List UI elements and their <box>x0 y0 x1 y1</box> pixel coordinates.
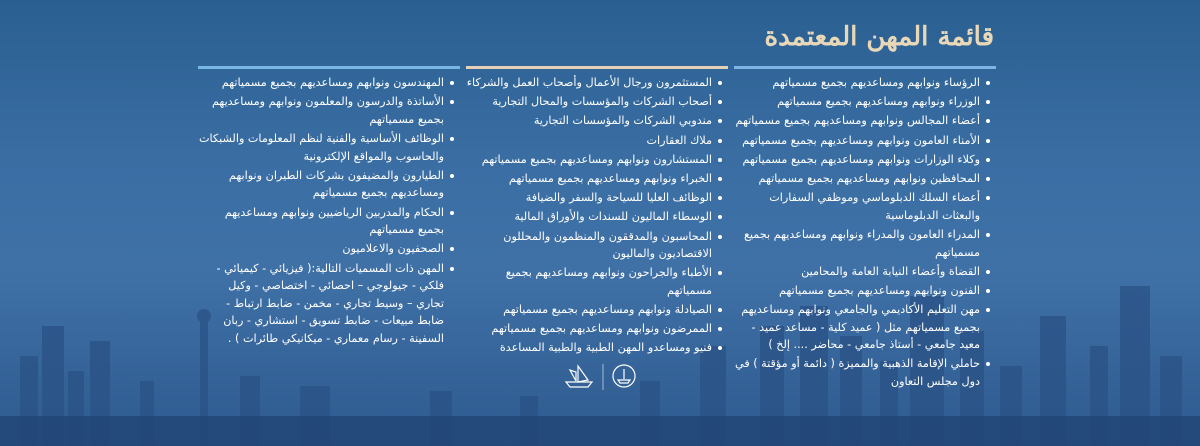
list-item: الطيارون والمضيفون بشركات الطيران ونوابهم ومساعديهم بجميع مسمياتهم <box>198 167 456 202</box>
list-item: أعضاء المجالس ونوابهم ومساعديهم بجميع مسمياتهم <box>734 112 992 130</box>
professions-column-middle <box>466 66 728 359</box>
list-item: الصحفيون والاعلاميون <box>198 240 456 258</box>
list-item: فنيو ومساعدو المهن الطبية والطبية المساعدة <box>466 339 724 357</box>
list-item: المحافظين ونوابهم ومساعديهم بجميع مسمياتهم <box>734 170 992 188</box>
list-item: أعضاء السلك الدبلوماسي وموظفي السفارات والبعثات الدبلوماسية <box>734 189 992 224</box>
list-item: الأطباء والجراحون ونوابهم ومساعديهم بجميع مسمياتهم <box>466 264 724 299</box>
professions-column-right <box>734 66 996 392</box>
list-item: المهن ذات المسميات التالية:( فيزيائي - كيميائي - فلكي - جيولوجي – احصائي - اختصاصي - وكيل تجاري – وسيط تجاري - مخمن - ضابط ارتباط - ضابط مبيعات - ضابط تسويق - استشاري - ربان السفينة - رسام معماري - ميكانيكي طائرات ) . <box>198 260 456 348</box>
list-item: مندوبي الشركات والمؤسسات التجارية <box>466 112 724 130</box>
list-item: الوسطاء الماليون للسندات والأوراق المالية <box>466 208 724 226</box>
list-item: الممرضون ونوابهم ومساعديهم بجميع مسمياتهم <box>466 320 724 338</box>
list-item: الصيادلة ونوابهم ومساعديهم بجميع مسمياتهم <box>466 301 724 319</box>
column-accent-bar <box>466 66 728 69</box>
list-item: الوظائف الأساسية والفنية لنظم المعلومات والشبكات والحاسوب والمواقع الإلكترونية <box>198 130 456 165</box>
dhow-logo-icon <box>566 366 592 387</box>
list-item: الفنون ونوابهم ومساعديهم بجميع مسمياتهم <box>734 282 992 300</box>
list-item: المهندسون ونوابهم ومساعديهم بجميع مسمياتهم <box>198 74 456 92</box>
list-item: مهن التعليم الأكاديمي والجامعي ونوابهم ومساعديهم بجميع مسمياتهم مثل ( عميد كلية - مساعد عميد - معيد جامعي - أستاذ جامعي - محاضر .... إلخ ) <box>734 301 992 354</box>
professions-list-right <box>734 74 996 391</box>
list-item: المدراء العامون والمدراء ونوابهم ومساعديهم بجميع مسمياتهم <box>734 226 992 261</box>
ministry-emblem-icon <box>613 365 635 387</box>
list-item: حاملي الإقامة الذهبية والمميزة ( دائمة أو مؤقتة ) في دول مجلس التعاون <box>734 355 992 390</box>
list-item: الوزراء ونوابهم ومساعديهم بجميع مسمياتهم <box>734 93 992 111</box>
list-item: المستشارون ونوابهم ومساعديهم بجميع مسمياتهم <box>466 151 724 169</box>
list-item: ملاك العقارات <box>466 132 724 150</box>
ministry-logos <box>562 360 644 394</box>
professions-list-middle <box>466 74 728 357</box>
list-item: القضاة وأعضاء النيابة العامة والمحامين <box>734 263 992 281</box>
list-item: الرؤساء ونوابهم ومساعديهم بجميع مسمياتهم <box>734 74 992 92</box>
list-item: الوظائف العليا للسياحة والسفر والضيافة <box>466 189 724 207</box>
column-accent-bar <box>198 66 460 69</box>
list-item: وكلاء الوزارات ونوابهم ومساعديهم بجميع مسمياتهم <box>734 151 992 169</box>
list-item: المحاسبون والمدققون والمنظمون والمحللون الاقتصاديون والماليون <box>466 228 724 263</box>
list-item: الحكام والمدربين الرياضيين ونوابهم ومساعديهم بجميع مسمياتهم <box>198 204 456 239</box>
column-accent-bar <box>734 66 996 69</box>
list-item: الأساتذة والدرسون والمعلمون ونوابهم ومساعديهم بجميع مسمياتهم <box>198 93 456 128</box>
professions-list-left <box>198 74 460 347</box>
list-item: الأمناء العامون ونوابهم ومساعديهم بجميع مسمياتهم <box>734 132 992 150</box>
professions-column-left <box>198 66 460 349</box>
list-item: الخبراء ونوابهم ومساعديهم بجميع مسمياتهم <box>466 170 724 188</box>
page-title: قائمة المهن المعتمدة <box>764 22 994 52</box>
list-item: المستثمرون ورجال الأعمال وأصحاب العمل والشركاء <box>466 74 724 92</box>
list-item: أصحاب الشركات والمؤسسات والمحال التجارية <box>466 93 724 111</box>
